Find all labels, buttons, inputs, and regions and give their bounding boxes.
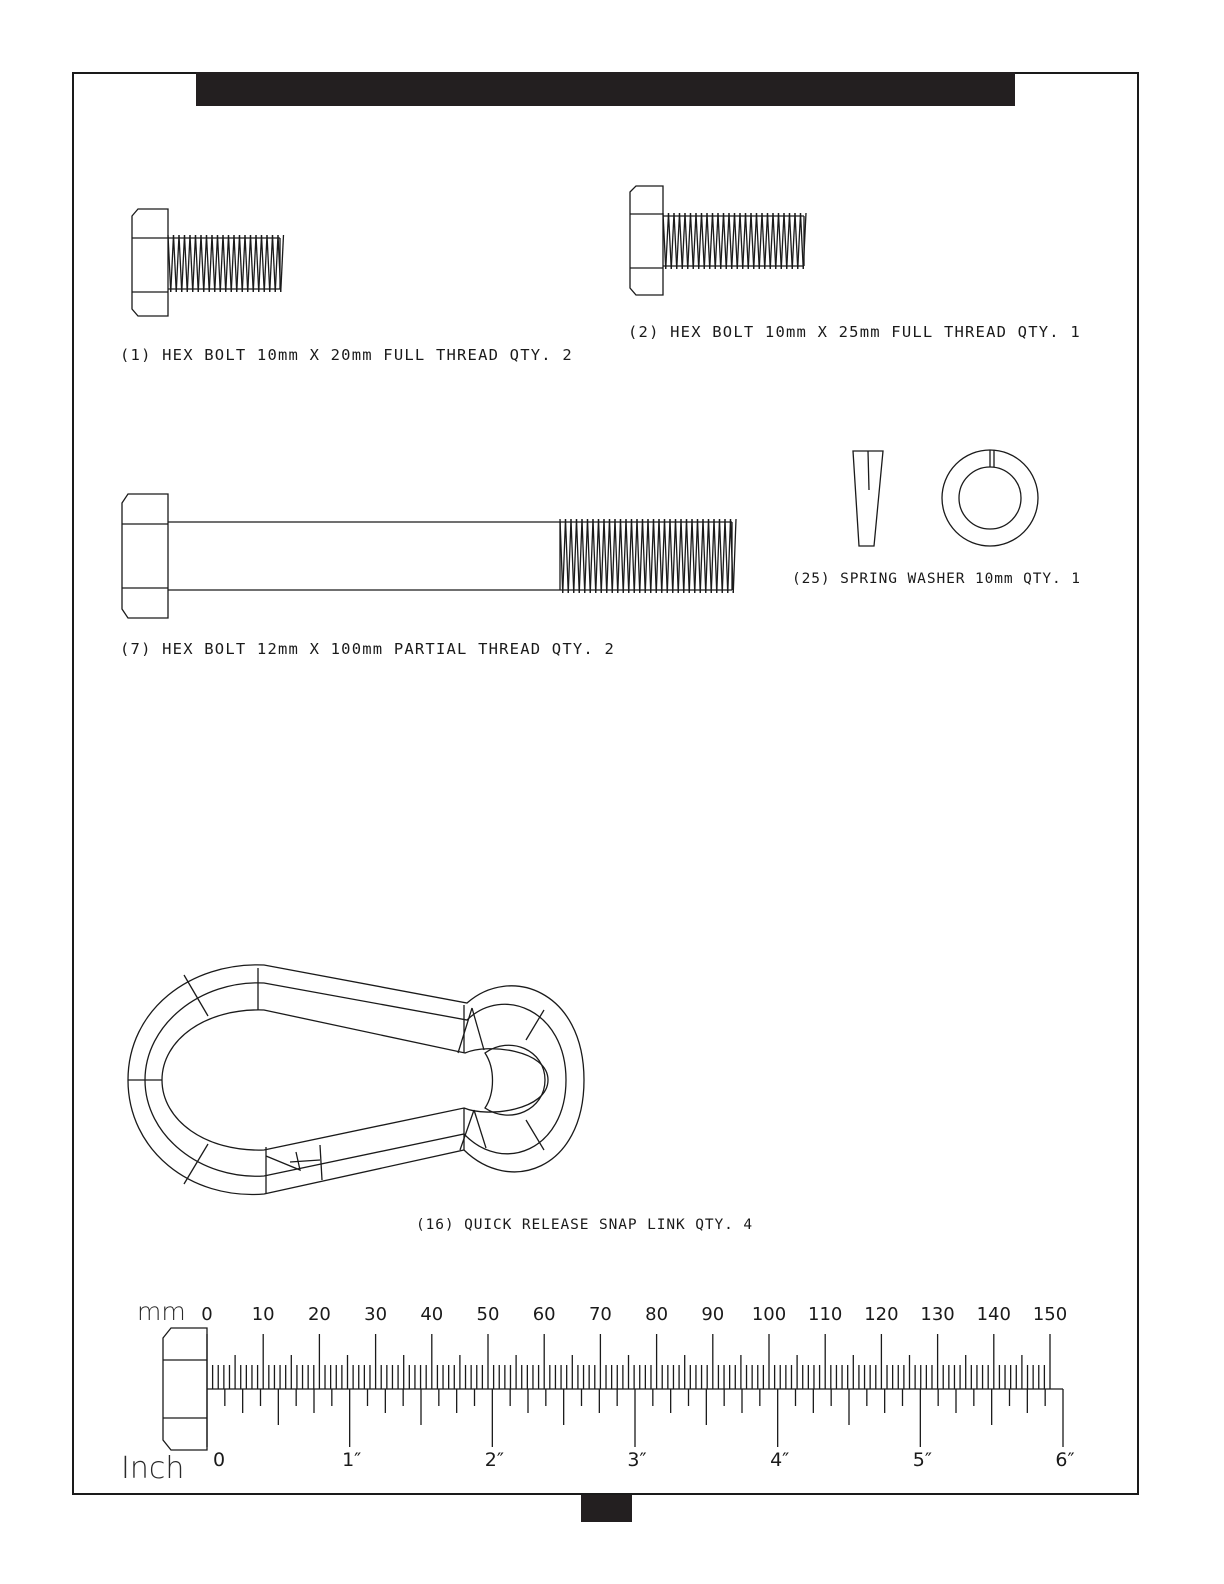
part-label-bolt-7: (7) HEX BOLT 12mm X 100mm PARTIAL THREAD QTY. 2	[120, 640, 615, 658]
mm-tick-label: 90	[701, 1304, 725, 1325]
inch-tick-label: 2″	[484, 1449, 504, 1471]
ruler-mm-unit: mm	[137, 1297, 186, 1326]
mm-tick-label: 80	[645, 1304, 669, 1325]
mm-tick-label: 30	[364, 1304, 388, 1325]
snap-link-drawing	[128, 965, 584, 1195]
inch-tick-label: 6″	[1055, 1449, 1075, 1471]
mm-tick-label: 0	[201, 1304, 213, 1325]
mm-tick-label: 20	[307, 1304, 331, 1325]
spring-washer-drawing	[853, 450, 1038, 546]
mm-tick-label: 140	[976, 1304, 1011, 1325]
mm-tick-label: 120	[864, 1304, 899, 1325]
measuring-ruler	[163, 1328, 1063, 1450]
mm-tick-label: 110	[808, 1304, 843, 1325]
inch-tick-label: 0	[213, 1449, 226, 1471]
part-label-bolt-2: (2) HEX BOLT 10mm X 25mm FULL THREAD QTY. 1	[628, 323, 1081, 341]
mm-tick-label: 100	[751, 1304, 787, 1325]
hex-bolt-1-drawing	[132, 209, 284, 316]
inch-tick-label: 4″	[770, 1449, 790, 1471]
inch-tick-label: 3″	[627, 1449, 647, 1471]
hex-bolt-7-drawing	[122, 494, 736, 618]
hex-bolt-2-drawing	[630, 186, 806, 295]
part-label-snap-16: (16) QUICK RELEASE SNAP LINK QTY. 4	[416, 1217, 754, 1233]
inch-tick-label: 1″	[342, 1449, 362, 1471]
part-label-washer-25: (25) SPRING WASHER 10mm QTY. 1	[792, 571, 1081, 587]
part-label-bolt-1: (1) HEX BOLT 10mm X 20mm FULL THREAD QTY. 2	[120, 346, 573, 364]
inch-tick-label: 5″	[912, 1449, 932, 1471]
mm-tick-label: 40	[420, 1304, 444, 1325]
mm-tick-label: 130	[920, 1304, 955, 1325]
mm-tick-label: 60	[532, 1304, 556, 1325]
mm-tick-label: 10	[251, 1304, 275, 1325]
mm-tick-label: 50	[476, 1304, 500, 1325]
mm-tick-label: 150	[1032, 1304, 1068, 1325]
ruler-inch-unit: Inch	[121, 1451, 185, 1486]
mm-tick-label: 70	[588, 1304, 612, 1325]
